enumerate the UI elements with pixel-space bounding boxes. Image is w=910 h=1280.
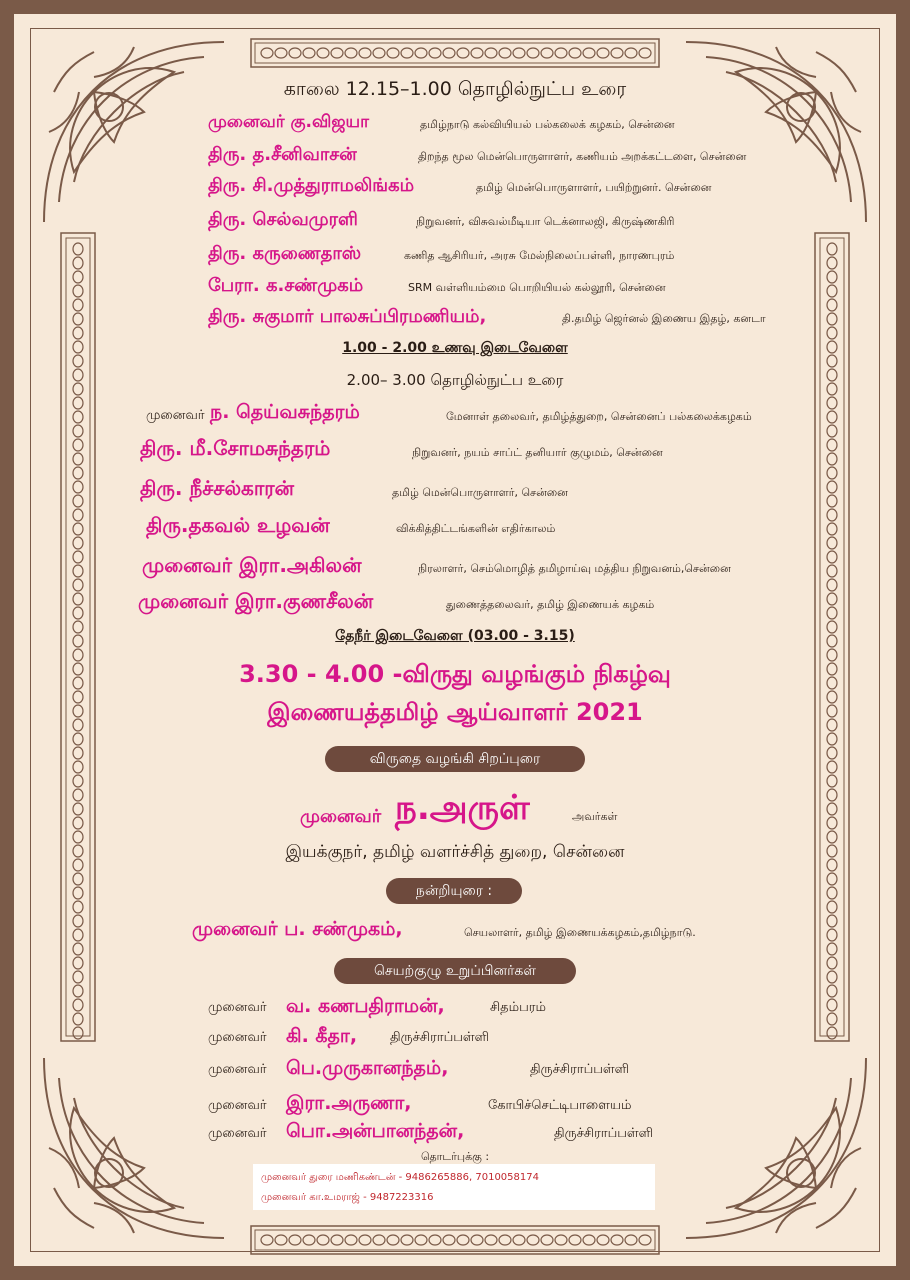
contact-line: முனைவர் துரை மணிகண்டன் - 9486265886, 7010058174 bbox=[261, 1172, 539, 1183]
vote-of-thanks-label: நன்றியுரை : bbox=[386, 878, 522, 904]
speaker-desc: தமிழ் மென்பொருளாளர், பயிற்றுனர். சென்னை bbox=[476, 181, 712, 194]
committee-name: இரா.அருணா, bbox=[286, 1092, 412, 1114]
speaker-desc: நிறுவனர், நயம் சாப்ட் தனியார் குழுமம், சென்னை bbox=[412, 446, 663, 459]
speaker-desc: கணித ஆசிரியர், அரசு மேல்நிலைப்பள்ளி, நாரணபுரம் bbox=[404, 249, 675, 262]
speaker-name: திரு. செல்வமுரளி bbox=[208, 209, 358, 230]
tea-break: தேநீர் இடைவேளை (03.00 - 3.15) bbox=[335, 628, 575, 644]
contact-box bbox=[253, 1164, 655, 1210]
bottom-ornament-band bbox=[250, 1225, 660, 1255]
speaker-desc: நிறுவனர், விசுவல்மீடியா டெக்னாலஜி, கிருஷ்ணகிரி bbox=[416, 215, 675, 228]
session1-heading: காலை 12.15–1.00 தொழில்நுட்ப உரை bbox=[283, 78, 627, 100]
corner-ornament-bottom-right bbox=[676, 1048, 876, 1248]
speaker-name: முனைவர் கு.விஜயா bbox=[208, 112, 369, 132]
speaker-desc: தி.தமிழ் ஜெர்னல் இணைய இதழ், கனடா bbox=[562, 312, 766, 325]
committee-place: கோபிச்செட்டிபாளையம் bbox=[488, 1098, 632, 1113]
committee-label: செயற்குழு உறுப்பினர்கள் bbox=[334, 958, 576, 984]
committee-place: திருச்சிராப்பள்ளி bbox=[530, 1062, 630, 1077]
speaker-name: திரு. த.சீனிவாசன் bbox=[208, 144, 357, 165]
contact-label: தொடர்புக்கு : bbox=[420, 1150, 490, 1163]
speaker-name: முனைவர் இரா.குணசீலன் bbox=[138, 589, 374, 613]
committee-prefix: முனைவர் bbox=[208, 1098, 267, 1113]
committee-prefix: முனைவர் bbox=[208, 1030, 267, 1045]
contact-line: முனைவர் கா.உமராஜ் - 9487223316 bbox=[261, 1192, 434, 1203]
speaker-desc: தமிழ் மென்பொருளாளர், சென்னை bbox=[392, 486, 568, 499]
speaker-desc: தமிழ்நாடு கல்வியியல் பல்கலைக் கழகம், சென்னை bbox=[420, 118, 675, 131]
speaker-prefix: முனைவர் bbox=[146, 408, 205, 423]
speaker-desc: துணைத்தலைவர், தமிழ் இணையக் கழகம் bbox=[446, 598, 655, 611]
committee-name: கி. கீதா, bbox=[286, 1025, 358, 1047]
award-speech-label: விருதை வழங்கி சிறப்புரை bbox=[325, 746, 585, 772]
committee-prefix: முனைவர் bbox=[208, 1062, 267, 1077]
vote-of-thanks-name: முனைவர் ப. சண்முகம், bbox=[192, 918, 403, 940]
speaker-name: திரு. மீ.சோமசுந்தரம் bbox=[140, 436, 331, 460]
corner-ornament-bottom-left bbox=[34, 1048, 234, 1248]
speaker-name: திரு.தகவல் உழவன் bbox=[146, 513, 330, 537]
award-title-line1: 3.30 - 4.00 -விருது வழங்கும் நிகழ்வு bbox=[239, 660, 671, 688]
committee-prefix: முனைவர் bbox=[208, 1000, 267, 1015]
speaker-desc: விக்கித்திட்டங்களின் எதிர்காலம் bbox=[396, 522, 556, 535]
speaker-name: ந. தெய்வசுந்தரம் bbox=[210, 401, 360, 423]
speaker-desc: SRM வள்ளியம்மை பொறியியல் கல்லூரி, சென்னை bbox=[408, 281, 666, 294]
speaker-name: திரு. கருணைதாஸ் bbox=[208, 243, 362, 264]
speaker-name: திரு. நீச்சல்காரன் bbox=[140, 476, 295, 500]
speaker-desc: மேனாள் தலைவர், தமிழ்த்துறை, சென்னைப் பல்கலைக்கழகம் bbox=[446, 410, 752, 423]
speaker-name: பேரா. க.சண்முகம் bbox=[208, 275, 364, 296]
chief-guest-prefix: முனைவர் bbox=[300, 806, 382, 827]
top-ornament-band bbox=[250, 38, 660, 68]
committee-prefix: முனைவர் bbox=[208, 1126, 267, 1141]
corner-ornament-top-right bbox=[676, 32, 876, 232]
lunch-break: 1.00 - 2.00 உணவு இடைவேளை bbox=[342, 340, 568, 356]
committee-name: பொ.அன்பானந்தன், bbox=[286, 1120, 465, 1142]
corner-ornament-top-left bbox=[34, 32, 234, 232]
speaker-name: திரு. சி.முத்துராமலிங்கம் bbox=[208, 175, 415, 196]
committee-place: திருச்சிராப்பள்ளி bbox=[554, 1126, 654, 1141]
committee-name: பெ.முருகானந்தம், bbox=[286, 1057, 449, 1079]
speaker-name: முனைவர் இரா.அகிலன் bbox=[142, 553, 362, 577]
chief-guest-suffix: அவர்கள் bbox=[572, 810, 618, 823]
speaker-desc: நிரலாளர், செம்மொழித் தமிழாய்வு மத்திய நிறுவனம்,சென்னை bbox=[418, 562, 731, 575]
vote-of-thanks-desc: செயலாளர், தமிழ் இணையக்கழகம்,தமிழ்நாடு. bbox=[464, 926, 696, 939]
award-title-line2: இணையத்தமிழ் ஆய்வாளர் 2021 bbox=[267, 698, 643, 726]
committee-place: சிதம்பரம் bbox=[490, 1000, 546, 1015]
session2-heading: 2.00– 3.00 தொழில்நுட்ப உரை bbox=[346, 371, 564, 389]
committee-place: திருச்சிராப்பள்ளி bbox=[390, 1030, 490, 1045]
speaker-name: திரு. சுகுமார் பாலசுப்பிரமணியம், bbox=[208, 306, 487, 327]
speaker-desc: திறந்த மூல மென்பொருளாளர், கணியம் அறக்கட்டளை, சென்னை bbox=[418, 150, 747, 163]
chief-guest-name: ந.அருள் bbox=[395, 788, 530, 828]
chief-guest-designation: இயக்குநர், தமிழ் வளர்ச்சித் துறை, சென்னை bbox=[285, 842, 625, 862]
committee-name: வ. கணபதிராமன், bbox=[286, 995, 445, 1017]
